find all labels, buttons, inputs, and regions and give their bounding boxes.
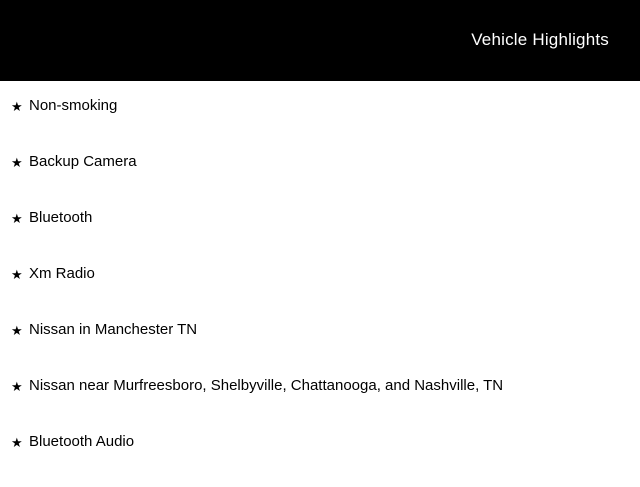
highlight-label: Xm Radio [29,265,95,282]
star-icon: ★ [11,323,23,338]
highlight-label: Bluetooth Audio [29,433,135,450]
page-header [0,0,640,81]
list-item [0,375,640,431]
highlight-label: Nissan near Murfreesboro, Shelbyville, Chattanooga, and Nashville, TN [29,377,504,394]
list-item [0,263,640,319]
star-icon: ★ [11,211,23,226]
list-item [0,151,640,207]
list-item [0,95,640,151]
vehicle-highlights-list [0,81,640,487]
star-icon: ★ [11,379,23,394]
star-icon: ★ [11,267,23,282]
highlight-label: Bluetooth [29,209,93,226]
list-item [0,431,640,487]
page-title: Vehicle Highlights [471,30,609,49]
list-item [0,207,640,263]
star-icon: ★ [11,99,23,114]
highlight-label: Nissan in Manchester TN [29,321,198,338]
star-icon: ★ [11,435,23,450]
list-item [0,319,640,375]
highlight-label: Backup Camera [29,153,137,170]
highlight-label: Non-smoking [29,97,118,114]
star-icon: ★ [11,155,23,170]
